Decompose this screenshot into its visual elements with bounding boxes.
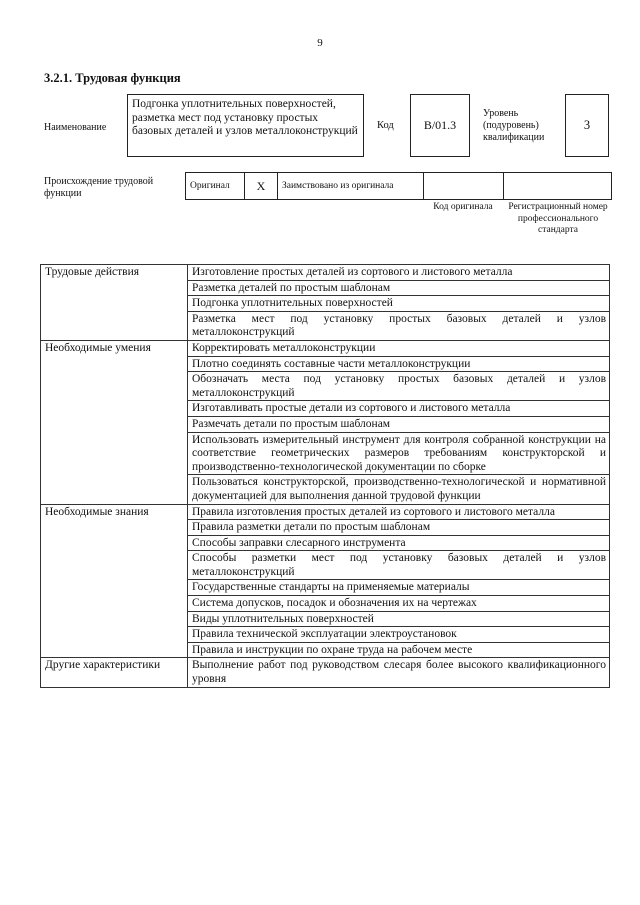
origin-label: Происхождение трудовой функции [44, 176, 154, 199]
item-cell: Разметка деталей по простым шаблонам [188, 280, 610, 296]
item-cell: Корректировать металлоконструкции [188, 340, 610, 356]
item-cell: Государственные стандарты на применяемые материалы [188, 580, 610, 596]
code-label: Код [377, 120, 394, 131]
original-label: Оригинал [185, 172, 245, 200]
level-label: Уровень (подуровень) квалификации [483, 108, 545, 143]
table-row [41, 658, 610, 687]
page-number: 9 [317, 37, 323, 49]
table-row [41, 265, 610, 281]
item-cell: Способы заправки слесарного инструмента [188, 535, 610, 551]
item-cell: Использовать измерительный инструмент для контроля собранной конструкции на соответствие геометрических размеров требованиям конструкторской и производственно-технологической документации по сборке [188, 432, 610, 475]
category-cell: Другие характеристики [41, 658, 188, 687]
code-original-label: Код оригинала [433, 202, 493, 212]
item-cell: Правила разметки детали по простым шаблонам [188, 520, 610, 536]
item-cell: Правила изготовления простых деталей из сортового и листового металла [188, 504, 610, 520]
item-cell: Изготовление простых деталей из сортового и листового металла [188, 265, 610, 281]
reg-number-label: Регистрационный номер профессионального стандарта [508, 202, 608, 235]
name-label: Наименование [44, 122, 107, 133]
category-cell: Трудовые действия [41, 265, 188, 341]
reg-number-cell [503, 172, 612, 200]
function-name-field: Подгонка уплотнительных поверхностей, разметка мест под установку простых базовых деталей и узлов металлоконструкций [127, 94, 364, 157]
function-details-table [40, 264, 610, 688]
item-cell: Система допусков, посадок и обозначения их на чертежах [188, 596, 610, 612]
item-cell: Пользоваться конструкторской, производственно-технологической и нормативной документацией для выполнения данной трудовой функции [188, 475, 610, 504]
item-cell: Способы разметки мест под установку базовых деталей и узлов металлоконструкций [188, 551, 610, 580]
category-cell: Необходимые умения [41, 340, 188, 504]
category-cell: Необходимые знания [41, 504, 188, 658]
item-cell: Правила и инструкции по охране труда на рабочем месте [188, 642, 610, 658]
item-cell: Изготавливать простые детали из сортового и листового металла [188, 401, 610, 417]
borrowed-label: Заимствовано из оригинала [277, 172, 424, 200]
item-cell: Размечать детали по простым шаблонам [188, 416, 610, 432]
original-mark: X [244, 172, 278, 200]
item-cell: Правила технической эксплуатации электроустановок [188, 627, 610, 643]
item-cell: Разметка мест под установку простых базовых деталей и узлов металлоконструкций [188, 311, 610, 340]
origin-row [185, 172, 612, 200]
item-cell: Виды уплотнительных поверхностей [188, 611, 610, 627]
item-cell: Обозначать места под установку простых базовых деталей и узлов металлоконструкций [188, 372, 610, 401]
code-field: B/01.3 [410, 94, 470, 157]
item-cell: Плотно соединять составные части металлоконструкции [188, 356, 610, 372]
code-original-cell [423, 172, 504, 200]
item-cell: Подгонка уплотнительных поверхностей [188, 296, 610, 312]
section-title: 3.2.1. Трудовая функция [44, 71, 181, 85]
table-row [41, 504, 610, 520]
table-row [41, 340, 610, 356]
level-field: 3 [565, 94, 609, 157]
item-cell: Выполнение работ под руководством слесаря более высокого квалификационного уровня [188, 658, 610, 687]
